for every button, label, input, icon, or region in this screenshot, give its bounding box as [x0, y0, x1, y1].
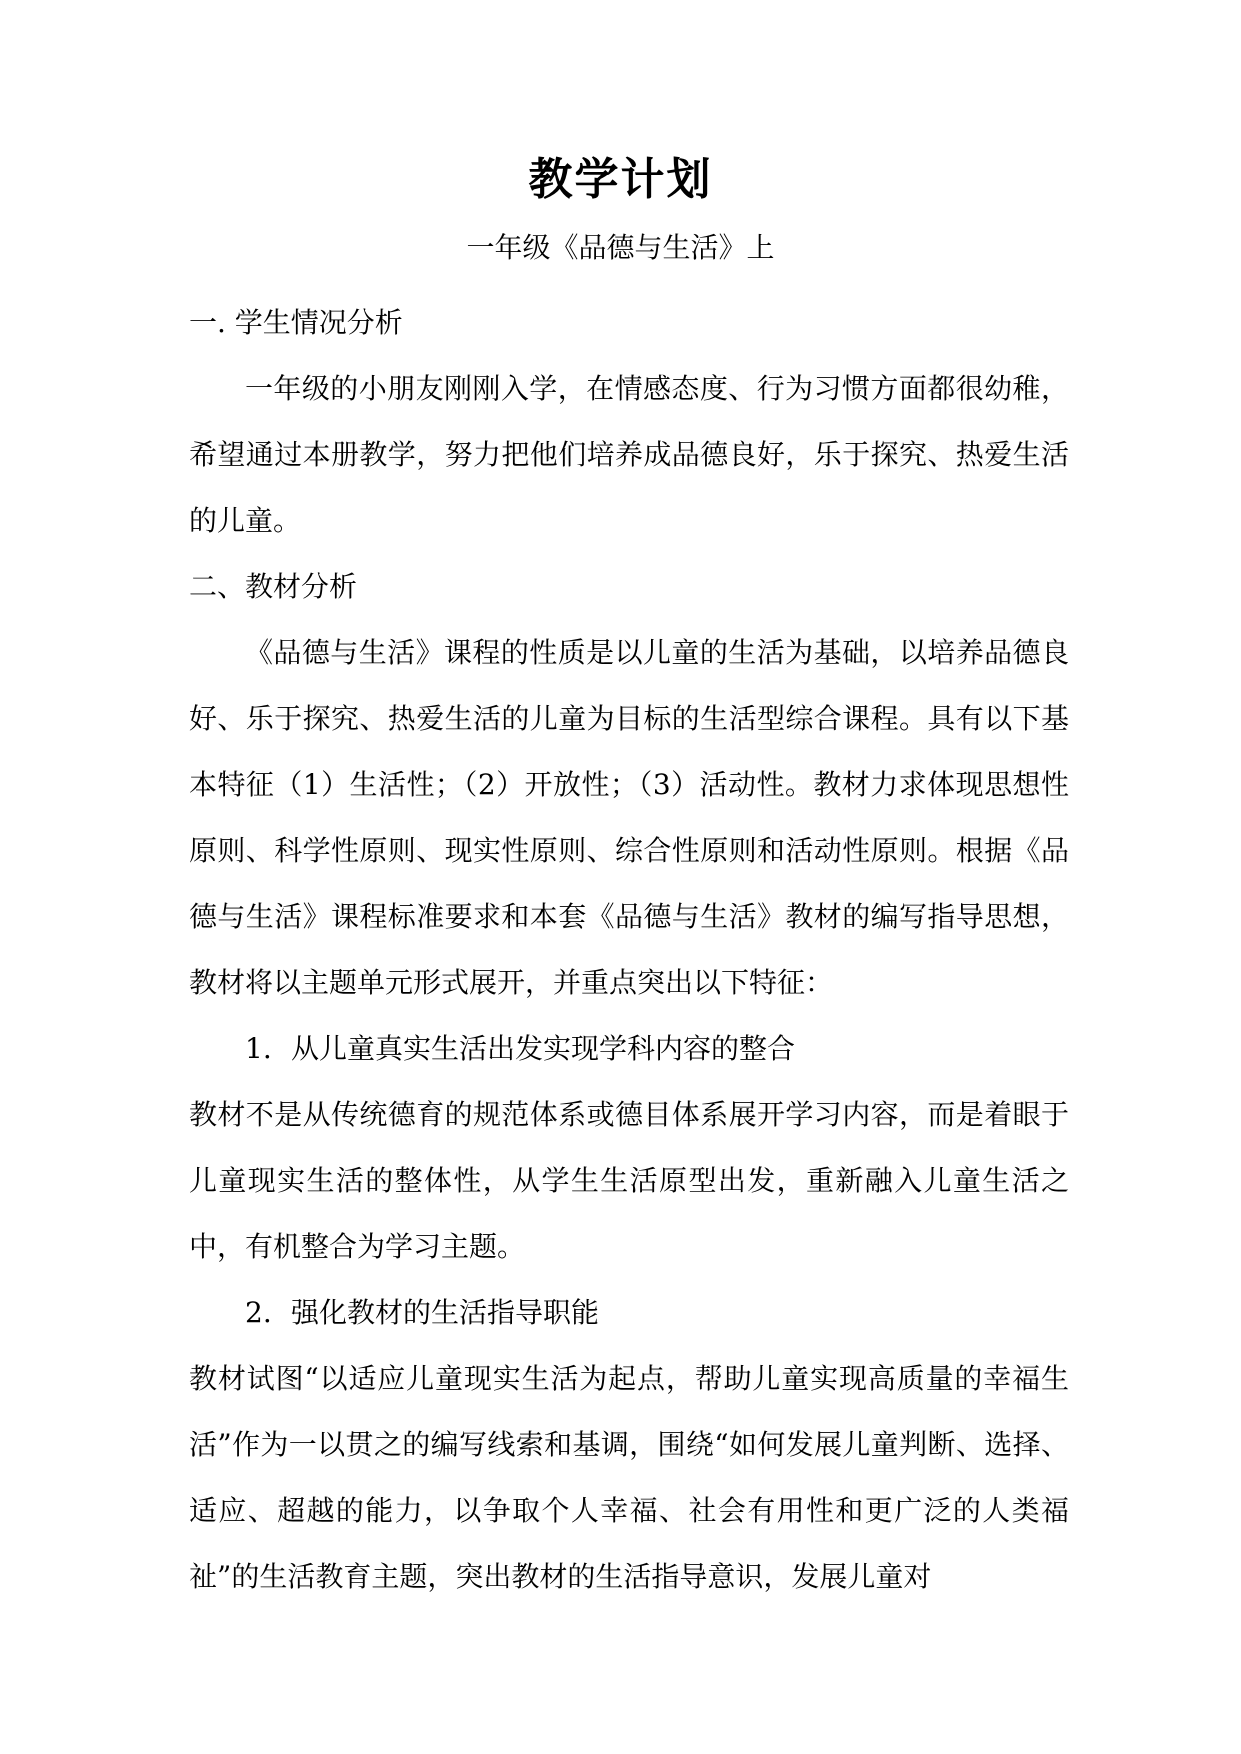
section1-heading: 一. 学生情况分析 — [189, 306, 403, 339]
item1-heading: 从儿童真实生活出发实现学科内容的整合 — [291, 1032, 796, 1065]
document-subtitle: 一年级《品德与生活》上 — [466, 231, 775, 264]
item1-number: 1. — [245, 1032, 272, 1065]
item2-number: 2. — [245, 1296, 272, 1329]
document-title: 教学计划 — [528, 154, 713, 205]
section2-paragraph: 《品德与生活》课程的性质是以儿童的生活为基础，以培养品德良好、乐于探究、热爱生活的儿童为目标的生活型综合课程。具有以下基本特征（1）生活性；（2）开放性；（3）活动性。教材力求体现思想性原则、科学性原则、现实性原则、综合性原则和活动性原则。根据《品德与生活》课程标准要求和本套《品德与生活》教材的编写指导思想，教材将以主题单元形式展开，并重点突出以下特征： — [189, 636, 1069, 999]
item1-text: 教材不是从传统德育的规范体系或德目体系展开学习内容，而是着眼于儿童现实生活的整体性，从学生生活原型出发，重新融入儿童生活之中，有机整合为学习主题。 — [189, 1098, 1069, 1263]
section2-heading: 二、教材分析 — [189, 570, 358, 603]
item2-text: 教材试图“以适应儿童现实生活为起点，帮助儿童实现高质量的幸福生活”作为一以贯之的编写线索和基调，围绕“如何发展儿童判断、选择、适应、超越的能力，以争取个人幸福、社会有用性和更广泛的人类福祉”的生活教育主题，突出教材的生活指导意识，发展儿童对 — [189, 1362, 1069, 1593]
section1-paragraph: 一年级的小朋友刚刚入学，在情感态度、行为习惯方面都很幼稚，希望通过本册教学，努力把他们培养成品德良好，乐于探究、热爱生活的儿童。 — [189, 372, 1069, 537]
document-body — [189, 290, 1069, 1610]
item2-heading: 强化教材的生活指导职能 — [291, 1296, 600, 1329]
item1-heading-line — [189, 1016, 1069, 1082]
item2-heading-line — [189, 1280, 1069, 1346]
